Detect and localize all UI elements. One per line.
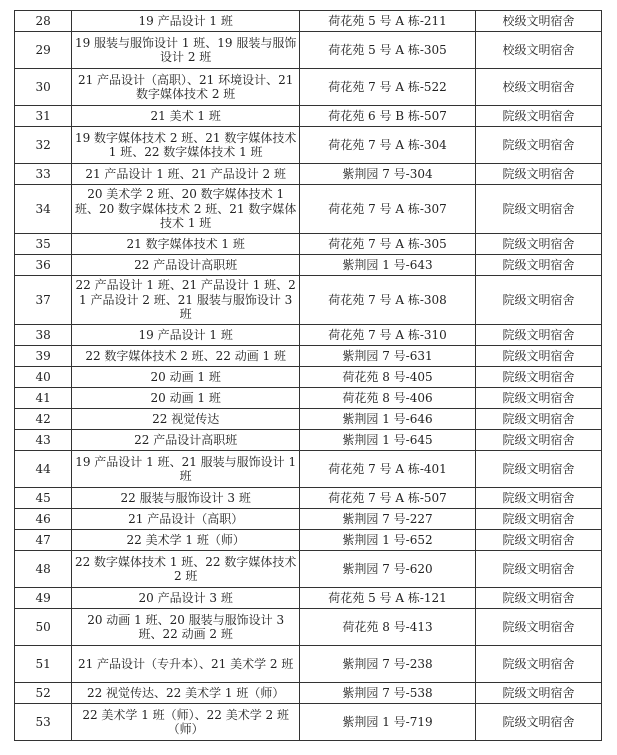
class-names: 21 产品设计（高职）	[72, 509, 300, 530]
table-row	[15, 11, 602, 32]
dorm-room: 荷花苑 7 号 A 栋-307	[299, 185, 475, 234]
class-names: 22 视觉传达、22 美术学 1 班（师）	[72, 683, 300, 704]
award-level: 校级文明宿舍	[476, 32, 602, 69]
award-level: 院级文明宿舍	[476, 609, 602, 646]
table-body	[15, 11, 602, 741]
dorm-room: 荷花苑 5 号 A 栋-211	[299, 11, 475, 32]
class-names: 22 美术学 1 班（师）	[72, 530, 300, 551]
class-names: 22 产品设计高职班	[72, 430, 300, 451]
dorm-room: 荷花苑 7 号 A 栋-522	[299, 69, 475, 106]
table-row	[15, 646, 602, 683]
row-number: 30	[15, 69, 72, 106]
dorm-room: 紫荆园 1 号-719	[299, 704, 475, 741]
row-number: 40	[15, 367, 72, 388]
table-row	[15, 164, 602, 185]
award-level: 院级文明宿舍	[476, 530, 602, 551]
class-names: 22 服装与服饰设计 3 班	[72, 488, 300, 509]
award-level: 院级文明宿舍	[476, 430, 602, 451]
row-number: 48	[15, 551, 72, 588]
dorm-room: 荷花苑 5 号 A 栋-121	[299, 588, 475, 609]
table-row	[15, 234, 602, 255]
dormitory-award-table	[14, 10, 602, 741]
dorm-room: 荷花苑 7 号 A 栋-401	[299, 451, 475, 488]
class-names: 20 产品设计 3 班	[72, 588, 300, 609]
dorm-room: 紫荆园 1 号-645	[299, 430, 475, 451]
award-level: 院级文明宿舍	[476, 409, 602, 430]
dorm-room: 荷花苑 7 号 A 栋-310	[299, 325, 475, 346]
class-names: 19 产品设计 1 班	[72, 325, 300, 346]
award-level: 院级文明宿舍	[476, 276, 602, 325]
class-names: 21 美术 1 班	[72, 106, 300, 127]
table-row	[15, 509, 602, 530]
class-names: 20 动画 1 班	[72, 388, 300, 409]
award-level: 院级文明宿舍	[476, 255, 602, 276]
row-number: 32	[15, 127, 72, 164]
class-names: 19 服装与服饰设计 1 班、19 服装与服饰设计 2 班	[72, 32, 300, 69]
award-level: 院级文明宿舍	[476, 346, 602, 367]
row-number: 38	[15, 325, 72, 346]
award-level: 院级文明宿舍	[476, 683, 602, 704]
class-names: 19 产品设计 1 班	[72, 11, 300, 32]
row-number: 41	[15, 388, 72, 409]
award-level: 院级文明宿舍	[476, 451, 602, 488]
row-number: 43	[15, 430, 72, 451]
table-row	[15, 32, 602, 69]
row-number: 50	[15, 609, 72, 646]
award-level: 院级文明宿舍	[476, 488, 602, 509]
table-row	[15, 127, 602, 164]
dorm-room: 紫荆园 7 号-304	[299, 164, 475, 185]
class-names: 21 数字媒体技术 1 班	[72, 234, 300, 255]
class-names: 19 产品设计 1 班、21 服装与服饰设计 1 班	[72, 451, 300, 488]
dorm-room: 紫荆园 1 号-652	[299, 530, 475, 551]
table-row	[15, 609, 602, 646]
table-row	[15, 185, 602, 234]
award-level: 院级文明宿舍	[476, 325, 602, 346]
dorm-room: 荷花苑 8 号-405	[299, 367, 475, 388]
award-level: 院级文明宿舍	[476, 588, 602, 609]
class-names: 22 数字媒体技术 2 班、22 动画 1 班	[72, 346, 300, 367]
row-number: 28	[15, 11, 72, 32]
dorm-room: 紫荆园 7 号-620	[299, 551, 475, 588]
table-row	[15, 409, 602, 430]
table-row	[15, 704, 602, 741]
table-row	[15, 683, 602, 704]
row-number: 49	[15, 588, 72, 609]
row-number: 39	[15, 346, 72, 367]
award-level: 院级文明宿舍	[476, 646, 602, 683]
row-number: 33	[15, 164, 72, 185]
row-number: 44	[15, 451, 72, 488]
row-number: 31	[15, 106, 72, 127]
table-row	[15, 346, 602, 367]
table-row	[15, 69, 602, 106]
row-number: 46	[15, 509, 72, 530]
award-level: 院级文明宿舍	[476, 106, 602, 127]
row-number: 45	[15, 488, 72, 509]
award-level: 院级文明宿舍	[476, 234, 602, 255]
dorm-room: 紫荆园 7 号-227	[299, 509, 475, 530]
class-names: 22 产品设计 1 班、21 产品设计 1 班、21 产品设计 2 班、21 服装与服饰设计 3 班	[72, 276, 300, 325]
award-level: 院级文明宿舍	[476, 509, 602, 530]
class-names: 22 数字媒体技术 1 班、22 数字媒体技术 2 班	[72, 551, 300, 588]
row-number: 29	[15, 32, 72, 69]
dorm-room: 荷花苑 7 号 A 栋-305	[299, 234, 475, 255]
table-row	[15, 106, 602, 127]
class-names: 19 数字媒体技术 2 班、21 数字媒体技术 1 班、22 数字媒体技术 1 班	[72, 127, 300, 164]
class-names: 22 美术学 1 班（师）、22 美术学 2 班（师）	[72, 704, 300, 741]
table-row	[15, 276, 602, 325]
dorm-room: 荷花苑 7 号 A 栋-507	[299, 488, 475, 509]
row-number: 42	[15, 409, 72, 430]
class-names: 20 动画 1 班	[72, 367, 300, 388]
row-number: 53	[15, 704, 72, 741]
award-level: 院级文明宿舍	[476, 388, 602, 409]
table-row	[15, 367, 602, 388]
dorm-room: 荷花苑 7 号 A 栋-308	[299, 276, 475, 325]
award-level: 院级文明宿舍	[476, 164, 602, 185]
table-row	[15, 451, 602, 488]
dorm-room: 荷花苑 5 号 A 栋-305	[299, 32, 475, 69]
dorm-room: 荷花苑 8 号-406	[299, 388, 475, 409]
dorm-room: 紫荆园 1 号-646	[299, 409, 475, 430]
class-names: 20 美术学 2 班、20 数字媒体技术 1 班、20 数字媒体技术 2 班、21 数字媒体技术 1 班	[72, 185, 300, 234]
table-row	[15, 325, 602, 346]
row-number: 47	[15, 530, 72, 551]
row-number: 34	[15, 185, 72, 234]
row-number: 37	[15, 276, 72, 325]
table-row	[15, 551, 602, 588]
row-number: 35	[15, 234, 72, 255]
table-row	[15, 488, 602, 509]
table-row	[15, 430, 602, 451]
award-level: 院级文明宿舍	[476, 704, 602, 741]
table-row	[15, 530, 602, 551]
class-names: 20 动画 1 班、20 服装与服饰设计 3 班、22 动画 2 班	[72, 609, 300, 646]
table-row	[15, 588, 602, 609]
dorm-room: 紫荆园 7 号-238	[299, 646, 475, 683]
table-row	[15, 255, 602, 276]
award-level: 院级文明宿舍	[476, 127, 602, 164]
row-number: 51	[15, 646, 72, 683]
class-names: 22 产品设计高职班	[72, 255, 300, 276]
award-level: 院级文明宿舍	[476, 367, 602, 388]
dorm-room: 紫荆园 1 号-643	[299, 255, 475, 276]
award-level: 校级文明宿舍	[476, 11, 602, 32]
award-level: 校级文明宿舍	[476, 69, 602, 106]
class-names: 22 视觉传达	[72, 409, 300, 430]
dorm-room: 荷花苑 6 号 B 栋-507	[299, 106, 475, 127]
class-names: 21 产品设计（专升本）、21 美术学 2 班	[72, 646, 300, 683]
award-level: 院级文明宿舍	[476, 185, 602, 234]
award-level: 院级文明宿舍	[476, 551, 602, 588]
row-number: 52	[15, 683, 72, 704]
row-number: 36	[15, 255, 72, 276]
class-names: 21 产品设计 1 班、21 产品设计 2 班	[72, 164, 300, 185]
dorm-room: 紫荆园 7 号-631	[299, 346, 475, 367]
dorm-room: 荷花苑 8 号-413	[299, 609, 475, 646]
table-row	[15, 388, 602, 409]
class-names: 21 产品设计（高职）、21 环境设计、21 数字媒体技术 2 班	[72, 69, 300, 106]
dorm-room: 紫荆园 7 号-538	[299, 683, 475, 704]
dorm-room: 荷花苑 7 号 A 栋-304	[299, 127, 475, 164]
